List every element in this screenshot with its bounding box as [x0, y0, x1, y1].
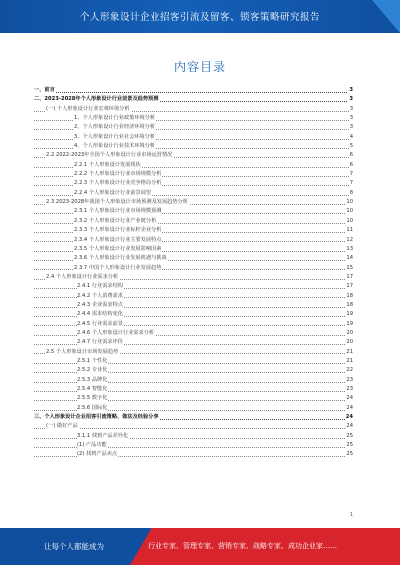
toc-entry-text: 3.1.1 找到产品差异化 — [77, 432, 129, 441]
toc-entry-page: 23 — [345, 376, 353, 385]
report-header — [0, 0, 400, 33]
toc-entry[interactable] — [34, 151, 353, 160]
toc-entry-text: 2.5.5 数字化 — [77, 394, 108, 403]
toc-entry[interactable] — [34, 114, 353, 123]
toc-entry-text: 2.3.1 个人形象设计行业市场规模预测 — [74, 207, 162, 216]
toc-entry[interactable] — [34, 282, 353, 291]
toc-entry-text: (2) 找到产品卖点 — [77, 450, 118, 459]
toc-entry-text: 2.2.3 个人形象设计行业竞争格局分析 — [74, 179, 162, 188]
toc-entry-page: 24 — [345, 422, 353, 431]
toc-entry[interactable] — [34, 404, 353, 413]
toc-entry-page: 25 — [345, 441, 353, 450]
toc-entry[interactable] — [34, 310, 353, 319]
toc-entry-text: 2.4.7 行业需求评价 — [77, 338, 124, 347]
toc-entry[interactable] — [34, 292, 353, 301]
toc-entry-page: 23 — [345, 385, 353, 394]
toc-entry-text: 2.2.4 个人形象设计行业前景展望 — [74, 189, 152, 198]
toc-entry-page: 20 — [345, 338, 353, 347]
toc-entry-text: 2.5.2 专业化 — [77, 366, 108, 375]
toc-entry[interactable] — [34, 357, 353, 366]
toc-entry[interactable] — [34, 245, 353, 254]
toc-entry-page: 21 — [345, 357, 353, 366]
toc-entry[interactable] — [34, 217, 353, 226]
toc-entry-text: 2.3.2 个人形象设计行业产业链分析 — [74, 217, 157, 226]
toc-entry-text: 1、个人形象设计行业政策环境分析 — [74, 114, 156, 123]
toc-entry-page: 3 — [348, 95, 353, 104]
toc-entry[interactable] — [34, 142, 353, 151]
toc-entry-page: 6 — [349, 151, 353, 160]
toc-entry-text: 2.2 2022-2023年全国个人形象设计行业市场运营情况 — [46, 151, 173, 160]
footer-tags: 行业专家、管理专家、营销专家、战略专家、成功企业家…… — [148, 542, 337, 550]
toc-entry-page: 3 — [349, 105, 353, 114]
toc-entry-page: 7 — [349, 179, 353, 188]
toc-entry-text: 2.5 个人形象设计市场发展趋势 — [46, 348, 119, 357]
toc-entry-text: 2.4.4 需求结构变化 — [77, 310, 124, 319]
toc-entry-text: 2.3.6 个人形象设计行业发展机遇与挑战 — [74, 254, 168, 263]
toc-entry-page: 17 — [345, 273, 353, 282]
toc-entry-page: 12 — [345, 236, 353, 245]
toc-entry-page: 18 — [345, 301, 353, 310]
toc-entry-text: 2.2.2 个人形象设计行业市场规模分析 — [74, 170, 162, 179]
toc-dot-leader — [34, 428, 349, 429]
toc-entry-page: 19 — [345, 320, 353, 329]
toc-entry-text: 二、2023-2028年个人形象设计行业前景及趋势预测 — [34, 95, 159, 104]
toc-entry[interactable] — [34, 376, 353, 385]
toc-entry-page: 10 — [345, 217, 353, 226]
toc-entry[interactable] — [34, 105, 353, 114]
toc-entry-text: 2.4.6 个人形象设计行业需求分析 — [77, 329, 155, 338]
toc-entry[interactable] — [34, 236, 353, 245]
toc-entry-page: 17 — [345, 282, 353, 291]
toc-entry-page: 24 — [345, 404, 353, 413]
toc-entry-text: 2.5.1 个性化 — [77, 357, 108, 366]
toc-entry-text: 3、个人形象设计行业社会环境分析 — [74, 133, 156, 142]
toc-entry[interactable] — [34, 179, 353, 188]
report-title: 个人形象设计企业招客引流及留客、锁客策略研究报告 — [79, 12, 320, 23]
toc-entry-page: 20 — [345, 329, 353, 338]
toc-entry-text: 2、个人形象设计行业经济环境分析 — [74, 123, 156, 132]
toc-entry[interactable] — [34, 226, 353, 235]
toc-entry-page: 3 — [349, 123, 353, 132]
toc-entry-page: 22 — [345, 366, 353, 375]
toc-entry-text: 2.5.4 智能化 — [77, 385, 108, 394]
toc-entry-page: 18 — [345, 292, 353, 301]
toc-entry-page: 10 — [345, 198, 353, 207]
toc-entry[interactable] — [34, 161, 353, 170]
toc-entry-page: 6 — [349, 161, 353, 170]
toc-entry[interactable] — [34, 413, 353, 422]
toc-entry-text: 2.5.6 国际化 — [77, 404, 108, 413]
toc-entry-page: 24 — [345, 394, 353, 403]
footer-slogan: 让每个人都能成为 — [44, 542, 104, 551]
toc-heading: 内容目录 — [173, 60, 226, 74]
toc-entry-page: 8 — [349, 189, 353, 198]
toc-entry[interactable] — [34, 422, 353, 431]
toc-entry[interactable] — [34, 385, 353, 394]
toc-entry-page: 7 — [349, 170, 353, 179]
toc-entry[interactable] — [34, 123, 353, 132]
toc-dot-leader — [34, 92, 349, 93]
toc-entry-page: 5 — [349, 142, 353, 151]
toc-entry-page: 14 — [345, 254, 353, 263]
toc-entry-text: 2.4.2 个人消费需求 — [77, 292, 124, 301]
toc-entry[interactable] — [34, 441, 353, 450]
toc-entry[interactable] — [34, 95, 353, 104]
toc-entry[interactable] — [34, 133, 353, 142]
toc-entry[interactable] — [34, 207, 353, 216]
toc-entry-page: 24 — [345, 413, 353, 422]
toc-entry-page: 25 — [345, 432, 353, 441]
toc-entry-text: 2.3.3 个人形象设计行业标杆企业分析 — [74, 226, 162, 235]
toc-entry-text: 2.4.3 企业需求特点 — [77, 301, 124, 310]
toc-entry[interactable] — [34, 264, 353, 273]
report-footer — [0, 528, 400, 565]
page-number: 1 — [349, 512, 353, 518]
toc-entry-text: (一) 个人形象设计行业宏观环境分析 — [46, 105, 131, 114]
toc-entry[interactable] — [34, 394, 353, 403]
toc-entry-text: 2.3.5 个人形象设计行业发展影响因素 — [74, 245, 162, 254]
toc-entry-page: 25 — [345, 450, 353, 459]
toc-entry[interactable] — [34, 198, 353, 207]
toc-entry[interactable] — [34, 450, 353, 459]
toc-entry-text: (一) 做好产品 — [46, 422, 79, 431]
toc-entry-text: 4、个人形象设计行业技术环境分析 — [74, 142, 156, 151]
toc-entry[interactable] — [34, 338, 353, 347]
toc-entry[interactable] — [34, 254, 353, 263]
toc-entry[interactable] — [34, 273, 353, 282]
toc-entry-text: 一、前言 — [34, 86, 56, 95]
toc-entry-page: 4 — [349, 133, 353, 142]
toc-entry-page: 3 — [349, 114, 353, 123]
toc-entry-text: 2.4.5 行业需求前景 — [77, 320, 124, 329]
toc-entry-text: 2.2.1 个人形象设计发展现状 — [74, 161, 142, 170]
toc-entry-text: (1) 产品功能 — [77, 441, 108, 450]
table-of-contents — [34, 86, 353, 460]
toc-entry[interactable] — [34, 189, 353, 198]
toc-entry-text: 2.4 个人形象设计行业需求分析 — [46, 273, 119, 282]
toc-entry-text: 2.3 2023-2028年我国个人形象设计市场预测及发展趋势分析 — [46, 198, 189, 207]
toc-entry[interactable] — [34, 348, 353, 357]
toc-entry[interactable] — [34, 86, 353, 95]
toc-entry-page: 15 — [345, 264, 353, 273]
toc-entry-text: 2.3.4 个人形象设计行业主要发展特点 — [74, 236, 162, 245]
toc-entry-text: 2.4.1 行业需求结构 — [77, 282, 124, 291]
toc-entry-page: 19 — [345, 310, 353, 319]
toc-entry-text: 2.5.3 品牌化 — [77, 376, 108, 385]
toc-entry[interactable] — [34, 320, 353, 329]
toc-entry-text: 三、个人形象设计企业招客引流策略、做法及经验分享 — [34, 413, 160, 422]
toc-entry-page: 13 — [345, 245, 353, 254]
toc-entry-page: 11 — [345, 226, 353, 235]
toc-entry[interactable] — [34, 170, 353, 179]
toc-entry-page: 10 — [345, 207, 353, 216]
toc-entry[interactable] — [34, 432, 353, 441]
toc-entry-text: 2.3.7 中国个人形象设计行业发展趋势 — [74, 264, 162, 273]
toc-entry-page: 3 — [348, 86, 353, 95]
toc-entry[interactable] — [34, 366, 353, 375]
toc-entry-page: 21 — [345, 348, 353, 357]
toc-entry[interactable] — [34, 329, 353, 338]
toc-entry[interactable] — [34, 301, 353, 310]
